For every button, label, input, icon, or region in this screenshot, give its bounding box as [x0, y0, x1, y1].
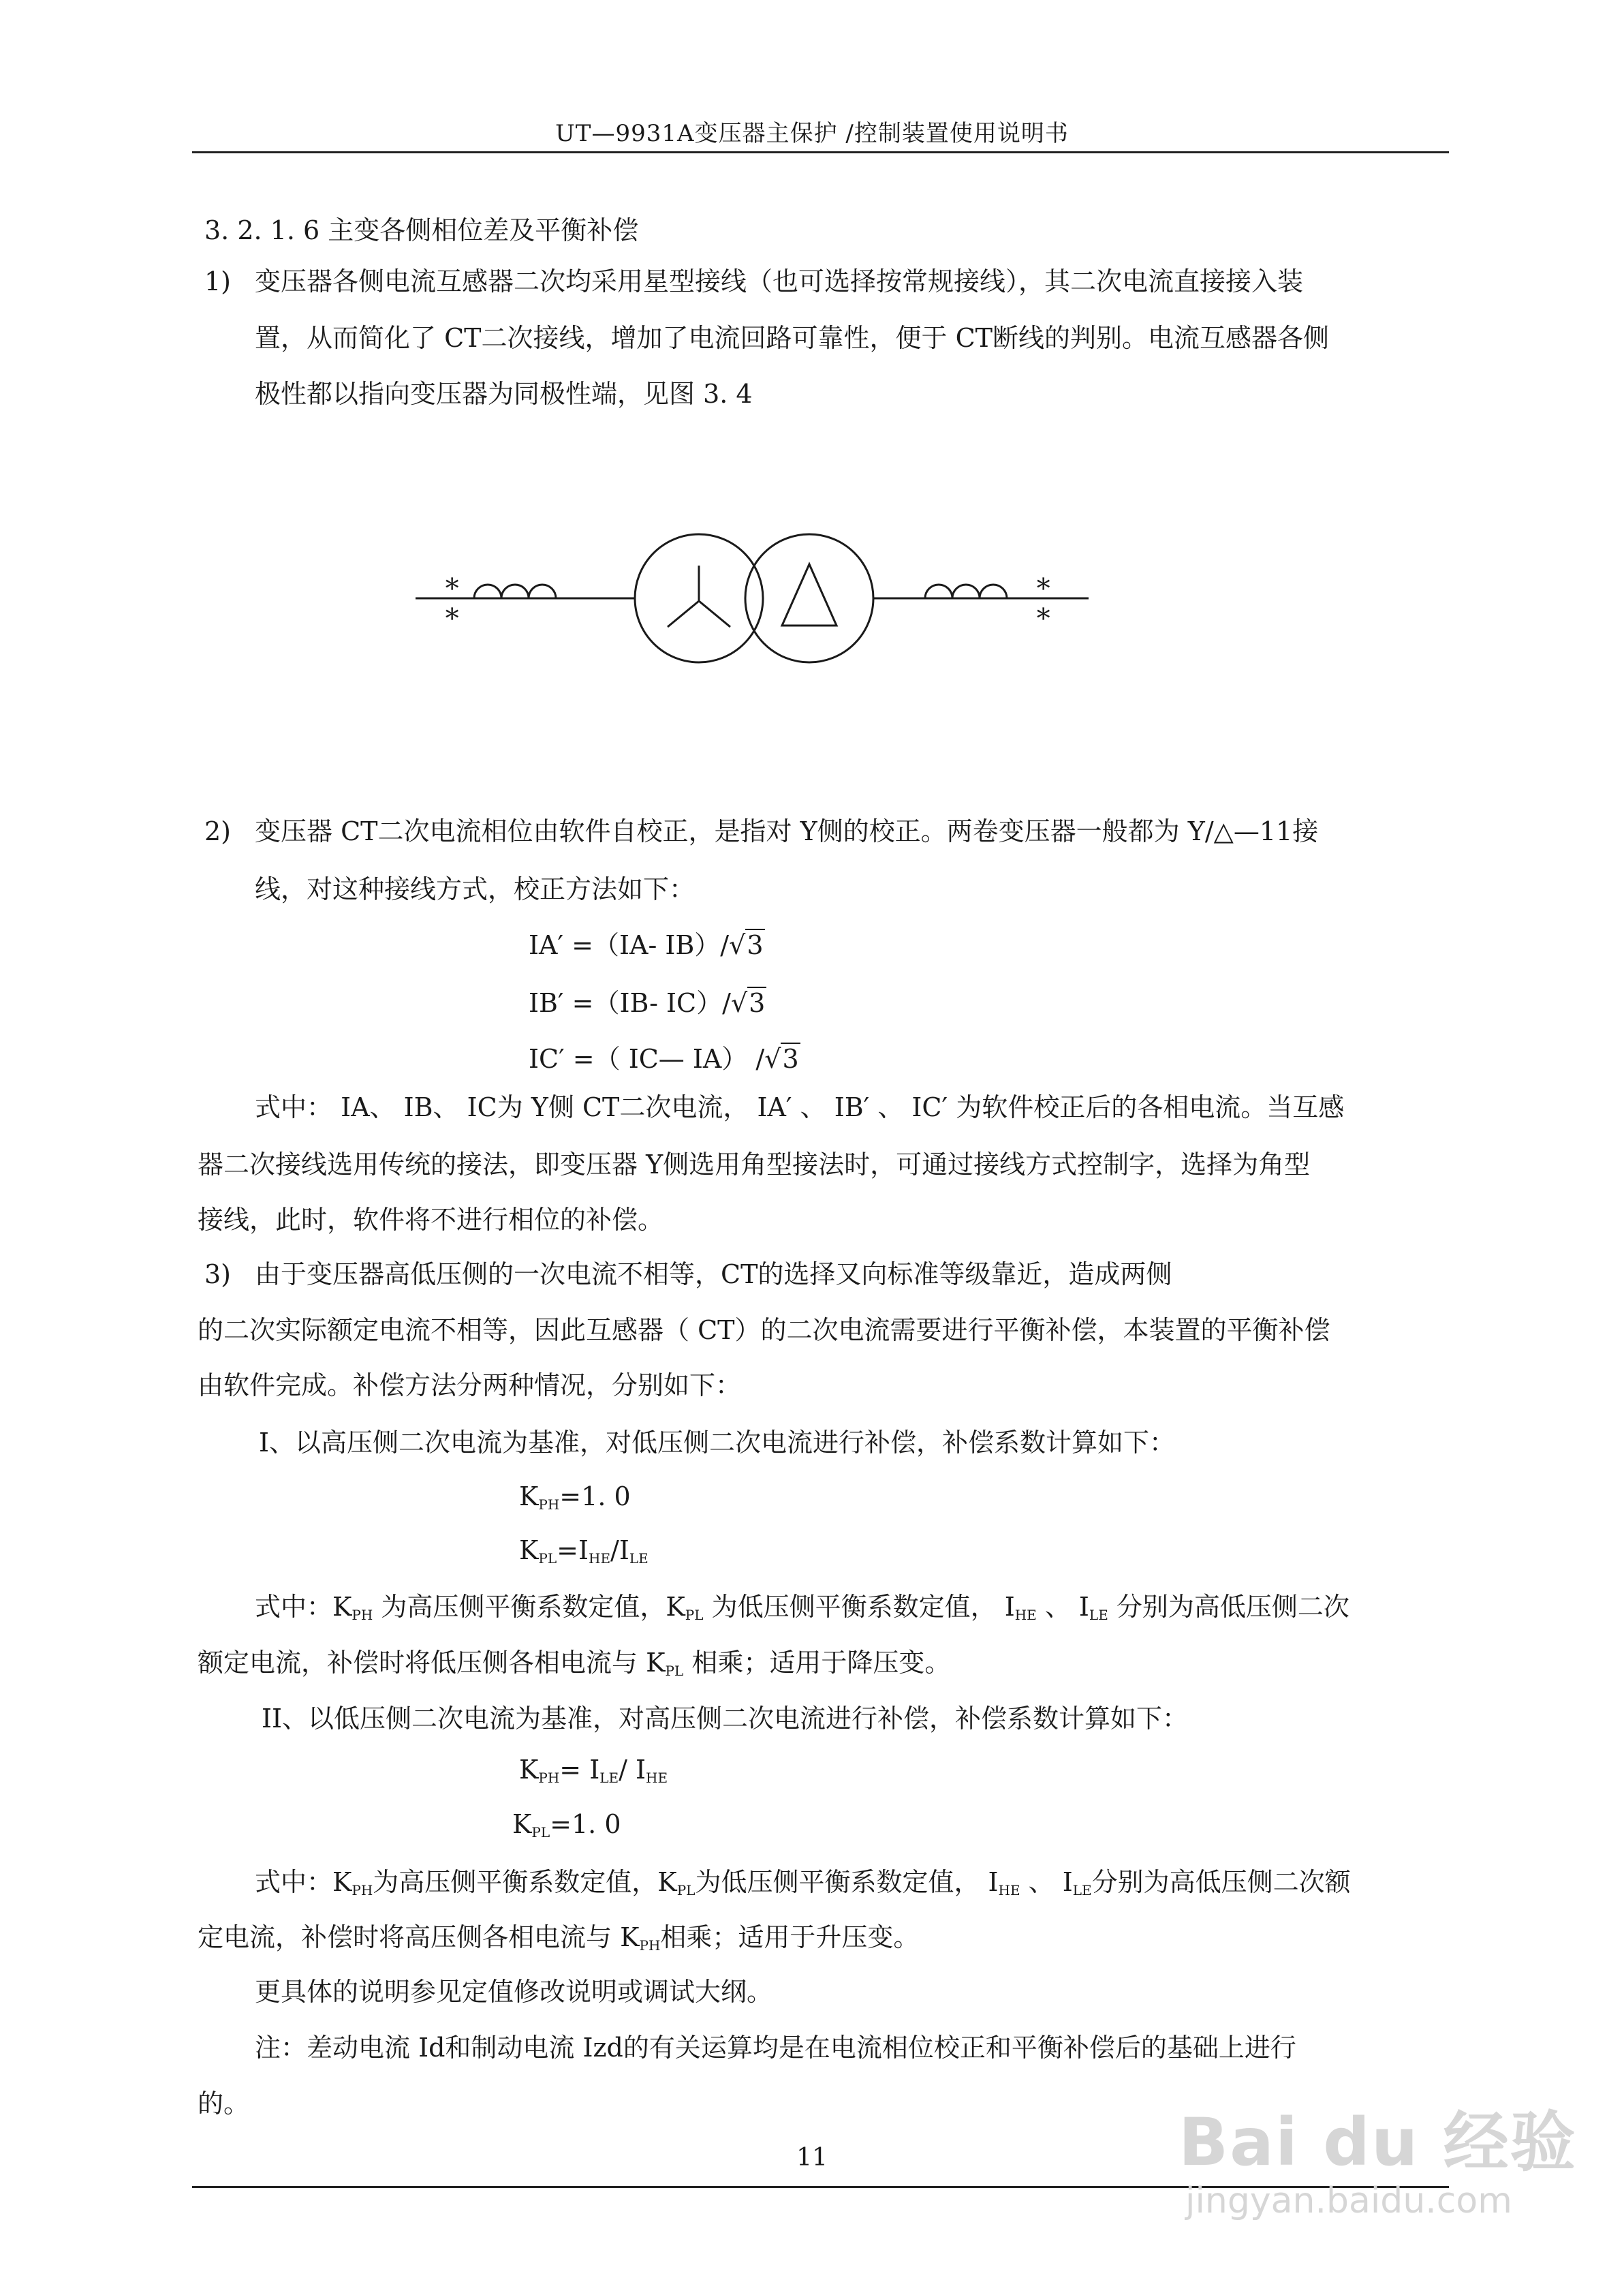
le-subscript: LE — [629, 1550, 649, 1567]
case2-title: II、以低压侧二次电流为基准，对高压侧二次电流进行补偿，补偿系数计算如下： — [262, 1704, 1189, 1734]
formula-ib — [529, 982, 766, 1019]
equals: = — [557, 1535, 578, 1565]
sqrt3-value: 3 — [782, 1044, 799, 1074]
pl-subscript: PL — [676, 1882, 696, 1898]
explain1-line2: 器二次接线选用传统的接法，即变压器 Y侧选用角型接法时，可通过接线方式控制字，选择为角型 — [198, 1150, 1311, 1180]
header-title: UT—9931A变压器主保护 /控制装置使用说明书 — [555, 120, 1069, 147]
le-subscript: LE — [1089, 1607, 1108, 1623]
slash: / — [610, 1535, 619, 1565]
item2-number: 2) — [204, 816, 232, 846]
formula-kph-case2 — [519, 1755, 668, 1786]
i-letter: I — [578, 1535, 589, 1565]
note-line1: 注：差动电流 Id和制动电流 Izd的有关运算均是在电流相位校正和平衡补偿后的基础上进行 — [255, 2033, 1296, 2063]
formula-kph-case1 — [519, 1481, 631, 1513]
slash: / — [619, 1755, 636, 1785]
ph-subscript: PH — [538, 1496, 560, 1513]
pl-subscript: PL — [531, 1824, 550, 1840]
item3-line3: 由软件完成。补偿方法分两种情况，分别如下： — [198, 1370, 742, 1400]
case2-explain-line2 — [198, 1920, 919, 1962]
formula-ic-text: IC′ =（ IC— IA） / — [529, 1044, 765, 1074]
text-part: 为低压侧平衡系数定值， I — [695, 1867, 999, 1897]
case2-explain-line1 — [255, 1865, 1351, 1907]
text-part: 、 I — [1020, 1867, 1073, 1897]
secondary-winding-circle — [745, 534, 873, 662]
section-title: 3. 2. 1. 6 主变各侧相位差及平衡补偿 — [204, 215, 639, 245]
item1-line2: 置，从而简化了 CT二次接线，增加了电流回路可靠性，便于 CT断线的判别。电流互感器各侧 — [255, 323, 1330, 353]
item1-line3: 极性都以指向变压器为同极性端，见图 3. 4 — [255, 379, 753, 409]
page-number: 11 — [796, 2144, 828, 2172]
k-letter: K — [519, 1755, 539, 1785]
left-polarity-mark-bottom: ∗ — [443, 598, 462, 629]
kph-value: =1. 0 — [559, 1481, 631, 1511]
item2-line1: 变压器 CT二次电流相位由软件自校正，是指对 Y侧的校正。两卷变压器一般都为 Y/△—11接 — [255, 816, 1319, 846]
item3-line2: 的二次实际额定电流不相等，因此互感器（ CT）的二次电流需要进行平衡补偿，本装置的平衡补偿 — [198, 1315, 1330, 1345]
formula-ib-text: IB′ =（IB- IC）/ — [529, 988, 731, 1018]
pl-subscript: PL — [665, 1663, 684, 1679]
ph-subscript: PH — [352, 1607, 373, 1623]
case1-explain-line2 — [198, 1646, 950, 1688]
case1-explain-line1 — [255, 1590, 1349, 1632]
formula-ia-text: IA′ =（IA- IB）/ — [529, 930, 730, 960]
text-part: 相乘；适用于升压变。 — [660, 1922, 920, 1952]
item2-line2: 线，对这种接线方式，校正方法如下： — [255, 874, 696, 904]
i-letter: I — [589, 1755, 600, 1785]
item3-number: 3) — [204, 1259, 232, 1289]
case1-title: I、以高压侧二次电流为基准，对低压侧二次电流进行补偿，补偿系数计算如下： — [259, 1428, 1176, 1458]
formula-kpl-case1 — [519, 1535, 649, 1567]
text-part: 式中：K — [255, 1592, 352, 1622]
i-letter: I — [636, 1755, 646, 1785]
explain1-line3: 接线，此时，软件将不进行相位的补偿。 — [198, 1205, 664, 1235]
formula-ic — [529, 1038, 800, 1075]
right-polarity-mark-top: ∗ — [1034, 568, 1053, 599]
le-subscript: LE — [599, 1770, 619, 1786]
more-info-line: 更具体的说明参见定值修改说明或调试大纲。 — [255, 1977, 773, 2007]
i-letter: I — [619, 1535, 629, 1565]
le-subscript: LE — [1072, 1882, 1092, 1898]
he-subscript: HE — [1014, 1607, 1037, 1623]
item1-line1: 变压器各侧电流互感器二次均采用星型接线（也可选择按常规接线），其二次电流直接接入装 — [255, 266, 1304, 296]
star-arm-left — [668, 601, 699, 627]
ph-subscript: PH — [352, 1882, 373, 1898]
explain1-line1: 式中： IA、 IB、 IC为 Y侧 CT二次电流， IA′ 、 IB′ 、 IC′ 为软件校正后的各相电流。当互感 — [255, 1092, 1345, 1122]
left-polarity-mark-top: ∗ — [443, 568, 462, 599]
pl-subscript: PL — [538, 1550, 557, 1567]
item3-line1: 由于变压器高低压侧的一次电流不相等，CT的选择又向标准等级靠近，造成两侧 — [255, 1259, 1172, 1289]
he-subscript: HE — [589, 1550, 611, 1567]
sqrt-symbol: √3 — [764, 1044, 799, 1074]
ph-subscript: PH — [538, 1770, 560, 1786]
k-letter: K — [519, 1481, 539, 1511]
delta-triangle — [782, 564, 837, 626]
text-part: 额定电流，补偿时将低压侧各相电流与 K — [198, 1648, 666, 1678]
transformer-figure — [409, 532, 1104, 668]
text-part: 分别为高低压侧二次额 — [1091, 1867, 1351, 1897]
text-part: 定电流，补偿时将高压侧各相电流与 K — [198, 1922, 640, 1952]
right-ct-coil — [925, 585, 1007, 598]
star-arm-right — [699, 601, 730, 627]
k-letter: K — [512, 1809, 532, 1839]
header-rule — [192, 151, 1449, 153]
text-part: 分别为高低压侧二次 — [1108, 1592, 1349, 1622]
text-part: 式中：K — [255, 1867, 352, 1897]
ph-subscript: PH — [639, 1937, 661, 1954]
sqrt3-value: 3 — [747, 930, 764, 960]
sqrt-symbol: √3 — [729, 930, 764, 960]
item1-number: 1) — [204, 266, 232, 296]
pl-subscript: PL — [685, 1607, 704, 1623]
text-part: 为高压侧平衡系数定值，K — [373, 1867, 677, 1897]
kpl-value: =1. 0 — [550, 1809, 621, 1839]
formula-kpl-case2 — [512, 1809, 621, 1840]
note-line2: 的。 — [198, 2089, 250, 2119]
text-part: 、 I — [1036, 1592, 1089, 1622]
text-part: 为高压侧平衡系数定值，K — [373, 1592, 685, 1622]
formula-ia — [529, 924, 765, 961]
k-letter: K — [519, 1535, 539, 1565]
he-subscript: HE — [646, 1770, 668, 1786]
equals: = — [559, 1755, 590, 1785]
watermark-brand: Bai du 经验 — [1178, 2104, 1577, 2181]
text-part: 相乘；适用于降压变。 — [683, 1648, 951, 1678]
watermark-url: jingyan.baidu.com — [1185, 2181, 1512, 2221]
he-subscript: HE — [998, 1882, 1020, 1898]
right-polarity-mark-bottom: ∗ — [1034, 598, 1053, 629]
sqrt3-value: 3 — [749, 988, 766, 1018]
text-part: 为低压侧平衡系数定值， I — [703, 1592, 1015, 1622]
sqrt-symbol: √3 — [730, 988, 766, 1018]
left-ct-coil — [474, 585, 556, 598]
